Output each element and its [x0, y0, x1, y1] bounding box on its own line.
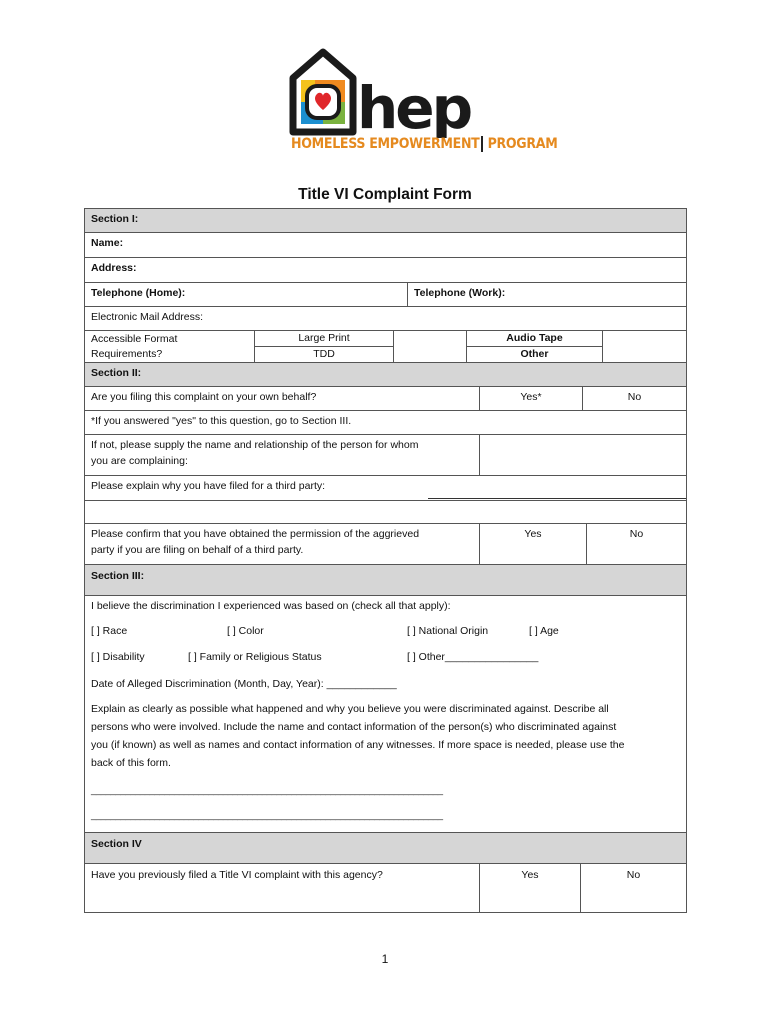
third-party-explain-line[interactable]	[428, 498, 686, 499]
third-party-explain-field[interactable]	[84, 500, 687, 524]
family-religious-checkbox[interactable]: [ ] Family or Religious Status	[188, 651, 322, 663]
race-checkbox[interactable]: [ ] Race	[91, 625, 128, 637]
large-print-tdd-check[interactable]	[393, 330, 467, 363]
section-4-header: Section IV	[84, 832, 687, 864]
explain-line-2: persons who were involved. Include the name and contact information of the person(s) who discriminated against	[91, 721, 617, 733]
logo-tagline-b: PROGRAM	[487, 136, 558, 152]
form-title: Title VI Complaint Form	[298, 186, 472, 203]
logo-tagline	[291, 136, 557, 152]
section-1-header: Section I:	[84, 208, 687, 233]
national-origin-checkbox[interactable]: [ ] National Origin	[407, 625, 489, 637]
accessible-format-line2: Requirements?	[91, 348, 163, 360]
large-print-option[interactable]: Large Print	[254, 330, 394, 347]
name-field[interactable]: Name:	[84, 232, 687, 258]
third-party-explain-question: Please explain why you have filed for a third party:	[91, 480, 326, 492]
section-2-header: Section II:	[84, 362, 687, 387]
section-3-note: *If you answered "yes" to this question, go to Section III.	[84, 410, 687, 435]
explain-line-4: back of this form.	[91, 757, 171, 769]
own-behalf-question: Are you filing this complaint on your own behalf?	[84, 386, 480, 411]
third-party-name-field[interactable]	[479, 434, 687, 476]
hep-logo	[287, 48, 558, 158]
accessible-format-label	[84, 330, 255, 363]
permission-line1: Please confirm that you have obtained the permission of the aggrieved	[91, 528, 420, 540]
svg-text:hep: hep	[357, 74, 471, 138]
explain-line-1: Explain as clearly as possible what happened and why you believe you were discriminated against. Describe all	[91, 703, 609, 715]
discrimination-basis-intro: I believe the discrimination I experienced was based on (check all that apply):	[91, 600, 451, 612]
explain-line-3: you (if known) as well as names and contact information of any witnesses. If more space is needed, please use the	[91, 739, 625, 751]
other-format-option[interactable]: Other	[466, 346, 603, 363]
previous-complaint-yes[interactable]: Yes	[479, 863, 581, 913]
other-basis-checkbox[interactable]: [ ] Other________________	[407, 651, 539, 663]
permission-question	[84, 523, 480, 565]
logo-tagline-a: HOMELESS EMPOWERMENT	[291, 136, 483, 152]
page-number: 1	[381, 952, 389, 966]
audio-tape-option[interactable]: Audio Tape	[466, 330, 603, 347]
house-heart-logo-icon	[287, 48, 507, 138]
third-party-line2: you are complaining:	[91, 455, 188, 467]
previous-complaint-no[interactable]: No	[580, 863, 687, 913]
telephone-work-field[interactable]: Telephone (Work):	[407, 282, 687, 307]
permission-line2: party if you are filing on behalf of a third party.	[91, 544, 304, 556]
date-of-discrimination-field[interactable]: Date of Alleged Discrimination (Month, Day, Year): ____________	[91, 678, 397, 690]
address-field[interactable]: Address:	[84, 257, 687, 283]
own-behalf-no[interactable]: No	[582, 386, 687, 411]
permission-no[interactable]: No	[586, 523, 687, 565]
section-3-body	[84, 595, 687, 833]
email-field[interactable]: Electronic Mail Address:	[84, 306, 687, 331]
section-3-header: Section III:	[84, 564, 687, 596]
description-blank-2[interactable]: ________________________________________________________________________	[91, 810, 443, 821]
previous-complaint-question: Have you previously filed a Title VI complaint with this agency?	[84, 863, 480, 913]
own-behalf-yes[interactable]: Yes*	[479, 386, 583, 411]
color-checkbox[interactable]: [ ] Color	[227, 625, 264, 637]
third-party-line1: If not, please supply the name and relationship of the person for whom	[91, 439, 419, 451]
third-party-name-question	[84, 434, 480, 476]
telephone-home-field[interactable]: Telephone (Home):	[84, 282, 408, 307]
audio-other-check[interactable]	[602, 330, 687, 363]
permission-yes[interactable]: Yes	[479, 523, 587, 565]
description-blank-1[interactable]: ________________________________________________________________________	[91, 785, 443, 796]
accessible-format-line1: Accessible Format	[91, 333, 178, 345]
disability-checkbox[interactable]: [ ] Disability	[91, 651, 145, 663]
tdd-option[interactable]: TDD	[254, 346, 394, 363]
age-checkbox[interactable]: [ ] Age	[529, 625, 559, 637]
